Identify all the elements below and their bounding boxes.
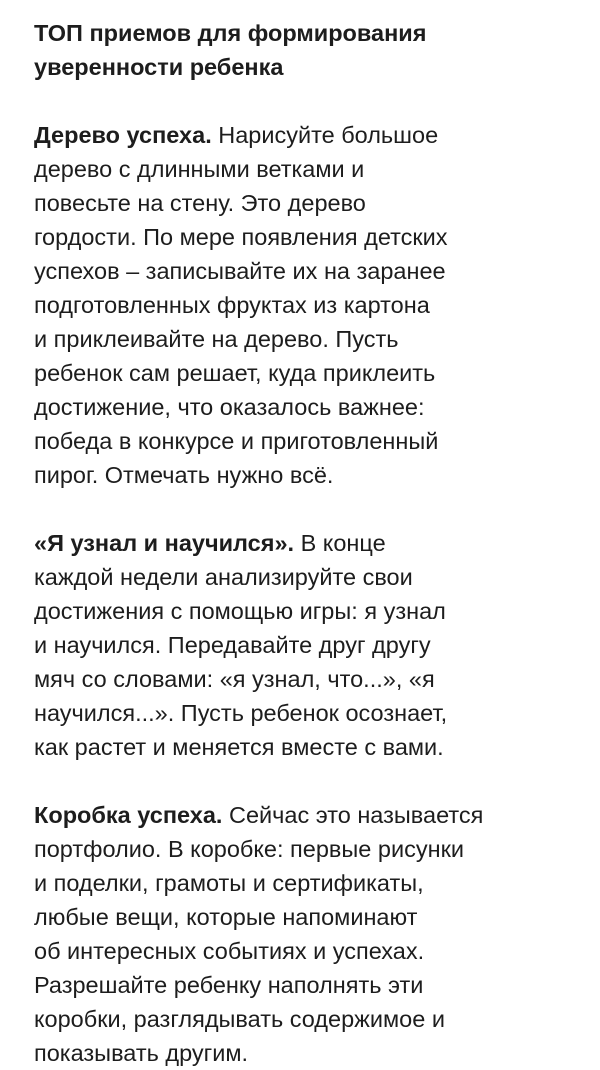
title-line: ТОП приемов для формирования <box>34 20 427 46</box>
paragraph-line: Разрешайте ребенку наполнять эти <box>34 972 424 998</box>
paragraph-line: об интересных событиях и успехах. <box>34 938 425 964</box>
paragraph-line <box>34 118 570 152</box>
article-title <box>34 16 570 84</box>
section-tree-of-success <box>34 118 570 492</box>
paragraph-line: научился...». Пусть ребенок осознает, <box>34 700 448 726</box>
paragraph-line: любые вещи, которые напоминают <box>34 904 418 930</box>
section-box-of-success <box>34 798 570 1070</box>
paragraph-line: достижение, что оказалось важнее: <box>34 394 425 420</box>
paragraph-line: каждой недели анализируйте свои <box>34 564 413 590</box>
paragraph-line: показывать другим. <box>34 1040 249 1066</box>
paragraph-line: и научился. Передавайте друг другу <box>34 632 431 658</box>
paragraph-text: Нарисуйте большое <box>211 122 439 148</box>
section-learned-and-mastered <box>34 526 570 764</box>
paragraph-line: повесьте на стену. Это дерево <box>34 190 366 216</box>
paragraph-line: гордости. По мере появления детских <box>34 224 448 250</box>
paragraph-line: как растет и меняется вместе с вами. <box>34 734 444 760</box>
paragraph-line: мяч со словами: «я узнал, что...», «я <box>34 666 435 692</box>
paragraph-line: коробки, разглядывать содержимое и <box>34 1006 445 1032</box>
paragraph-text: В конце <box>294 530 386 556</box>
paragraph-line: дерево с длинными ветками и <box>34 156 365 182</box>
paragraph-line: портфолио. В коробке: первые рисунки <box>34 836 464 862</box>
paragraph-text: Сейчас это называется <box>222 802 484 828</box>
paragraph-line: достижения с помощью игры: я узнал <box>34 598 446 624</box>
paragraph-line: ребенок сам решает, куда приклеить <box>34 360 436 386</box>
paragraph-line: победа в конкурсе и приготовленный <box>34 428 439 454</box>
paragraph-line: подготовленных фруктах из картона <box>34 292 430 318</box>
paragraph-line: и поделки, грамоты и сертификаты, <box>34 870 424 896</box>
paragraph-line: и приклеивайте на дерево. Пусть <box>34 326 399 352</box>
paragraph-line: успехов – записывайте их на заранее <box>34 258 446 284</box>
section-heading: Коробка успеха. <box>34 802 223 828</box>
section-heading: «Я узнал и научился». <box>34 530 295 556</box>
paragraph-line: пирог. Отмечать нужно всё. <box>34 462 334 488</box>
title-line: уверенности ребенка <box>34 54 284 80</box>
paragraph-line <box>34 526 570 560</box>
section-heading: Дерево успеха. <box>34 122 212 148</box>
paragraph-line <box>34 798 570 832</box>
